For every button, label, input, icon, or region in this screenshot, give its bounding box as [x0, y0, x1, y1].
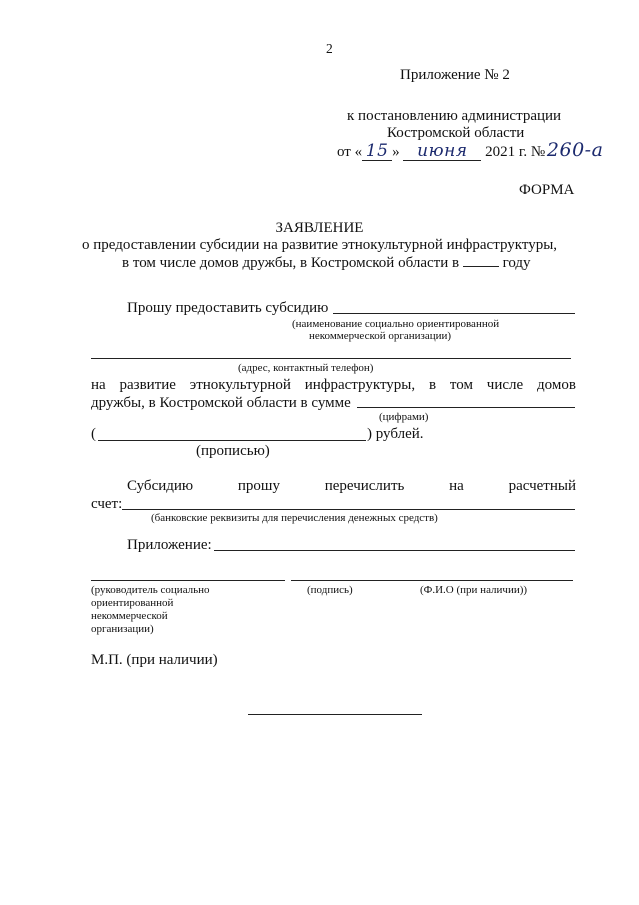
date-month: июня [403, 142, 481, 161]
date-day: 15 [362, 142, 392, 161]
sign-note: (подпись) [307, 584, 353, 596]
word: Субсидию [127, 478, 194, 494]
date-year: 2021 г. № [485, 144, 546, 160]
word: расчетный [508, 478, 576, 494]
purpose-line2: дружбы, в Костромской области в сумме [91, 395, 351, 411]
account-line [122, 509, 575, 510]
word: перечислить [324, 478, 405, 494]
name-note: (Ф.И.О (при наличии)) [420, 584, 528, 596]
sum-words-line [98, 440, 366, 441]
word: том [449, 377, 473, 393]
heading-line1: о предоставлении субсидии на развитие этнокультурной инфраструктуры, [81, 237, 558, 253]
rubles-label: ) рублей. [367, 426, 424, 442]
year-blank [463, 254, 499, 267]
word: домов [536, 377, 576, 393]
word: на [449, 478, 464, 494]
appendix-line2: Костромской области [387, 125, 525, 141]
stamp-label: М.П. (при наличии) [91, 652, 218, 668]
word: в [428, 377, 437, 393]
purpose-line1 [91, 376, 576, 394]
page-number: 2 [326, 41, 333, 56]
appendix-date-row [337, 141, 603, 161]
account-label: счет: [91, 496, 123, 512]
doc-number: 260-а [546, 139, 604, 161]
word: инфраструктуры, [304, 377, 416, 393]
word: этнокультурной [189, 377, 291, 393]
head-note-4: организации) [91, 623, 154, 635]
org-name-line [333, 313, 575, 314]
attachment-line [214, 550, 575, 551]
word: развитие [119, 377, 176, 393]
address-line [91, 358, 571, 359]
transfer-line [127, 477, 576, 495]
closing-rule [248, 714, 422, 715]
sum-digits-line [357, 407, 575, 408]
org-note-1: (наименование социально ориентированной [292, 318, 500, 330]
digits-note: (цифрами) [379, 411, 429, 423]
name-line [415, 580, 573, 581]
heading-title: ЗАЯВЛЕНИЕ [275, 220, 364, 236]
org-note-2: некоммерческой организации) [309, 330, 452, 342]
date-mid: » [392, 144, 400, 160]
date-prefix: от « [337, 144, 363, 160]
form-label: ФОРМА [519, 182, 575, 198]
attachment-label: Приложение: [127, 537, 212, 553]
open-paren: ( [91, 426, 96, 442]
word: числе [486, 377, 524, 393]
head-note-1: (руководитель социально [91, 584, 210, 596]
request-label: Прошу предоставить субсидию [127, 300, 329, 316]
heading-line2-before: в том числе домов дружбы, в Костромской области в [122, 255, 460, 271]
sign-line [291, 580, 415, 581]
bank-note: (банковские реквизиты для перечисления денежных средств) [151, 512, 438, 524]
words-note: (прописью) [196, 443, 270, 459]
word: на [91, 377, 106, 393]
heading-line2 [122, 254, 531, 272]
appendix-title: Приложение № 2 [400, 67, 510, 83]
head-note-3: некоммерческой [91, 610, 168, 622]
heading-line2-after: году [502, 255, 531, 271]
word: прошу [237, 478, 280, 494]
head-signature-line [91, 580, 285, 581]
address-note: (адрес, контактный телефон) [238, 362, 374, 374]
appendix-line1: к постановлению администрации [347, 108, 562, 124]
head-note-2: ориентированной [91, 597, 174, 609]
